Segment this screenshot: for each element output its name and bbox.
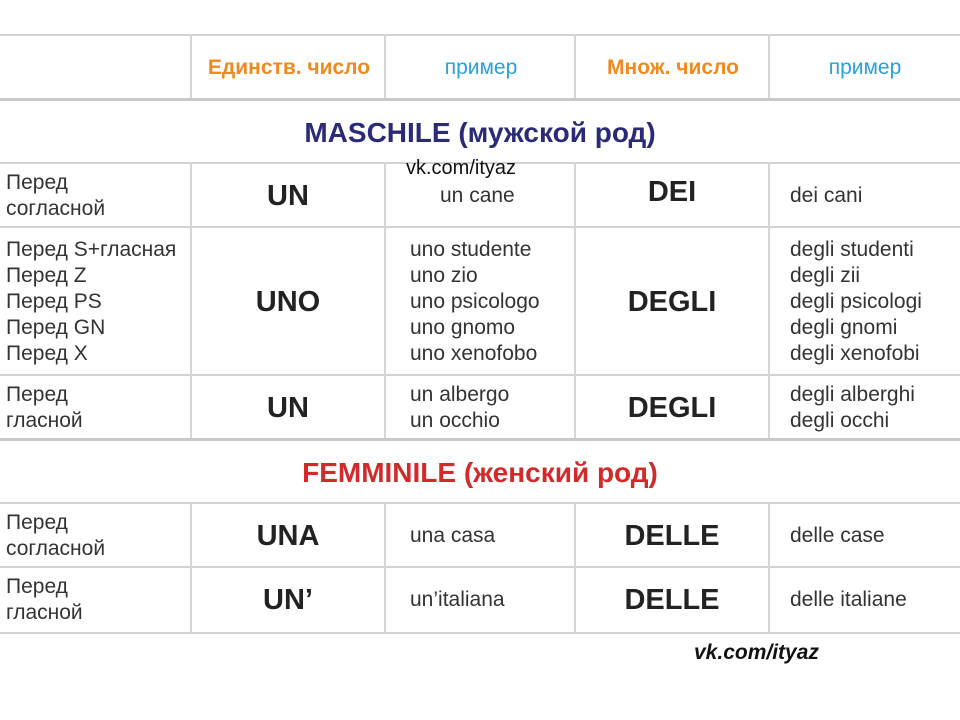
header-singular: Единств. число bbox=[207, 56, 371, 79]
article-singular: UN’ bbox=[263, 583, 313, 616]
example-singular: uno studente bbox=[410, 238, 532, 261]
section-title-masculine: MASCHILE (мужской род) bbox=[304, 117, 656, 148]
condition-line: Перед X bbox=[6, 342, 88, 365]
condition-line: согласной bbox=[6, 197, 106, 220]
section-masculine bbox=[0, 98, 960, 165]
example-plural: degli psicologi bbox=[790, 290, 922, 313]
condition-line: Перед Z bbox=[6, 264, 87, 287]
section-feminine bbox=[0, 438, 960, 505]
condition-line: Перед bbox=[6, 575, 68, 598]
condition-line: Перед bbox=[6, 511, 68, 534]
example-plural: degli studenti bbox=[790, 238, 914, 261]
condition-line: Перед bbox=[6, 383, 68, 406]
example-singular: un’italiana bbox=[410, 588, 505, 611]
example-plural: degli occhi bbox=[790, 409, 890, 432]
article-plural: DELLE bbox=[624, 519, 720, 552]
table-row bbox=[0, 226, 960, 376]
condition-line: Перед PS bbox=[6, 290, 102, 313]
table-row bbox=[0, 566, 960, 634]
example-plural: degli xenofobi bbox=[790, 342, 920, 365]
example-plural: degli gnomi bbox=[790, 316, 898, 339]
condition-line: гласной bbox=[6, 409, 83, 432]
table-row bbox=[0, 502, 960, 568]
example-plural: delle italiane bbox=[790, 588, 907, 611]
watermark-bottom: vk.com/ityaz bbox=[694, 641, 819, 664]
example-plural: degli zii bbox=[790, 264, 861, 287]
example-plural: degli alberghi bbox=[790, 383, 915, 406]
example-singular: un albergo bbox=[410, 383, 510, 406]
header-example-singular: пример bbox=[444, 56, 518, 79]
table-row bbox=[0, 374, 960, 440]
article-singular: UNO bbox=[255, 285, 321, 318]
article-plural: DEGLI bbox=[627, 285, 717, 318]
article-singular: UN bbox=[267, 391, 309, 424]
example-singular: uno xenofobo bbox=[410, 342, 538, 365]
article-plural: DEI bbox=[647, 176, 697, 208]
example-singular: uno psicologo bbox=[410, 290, 540, 313]
condition-line: Перед bbox=[6, 171, 68, 194]
condition-line: Перед S+гласная bbox=[6, 238, 177, 261]
header-plural: Множ. число bbox=[607, 56, 739, 79]
header-row bbox=[0, 34, 960, 100]
condition-line: согласной bbox=[6, 537, 106, 560]
example-singular: uno zio bbox=[410, 264, 478, 287]
header-example-plural: пример bbox=[828, 56, 902, 79]
condition-line: Перед GN bbox=[6, 316, 106, 339]
article-singular: UNA bbox=[256, 519, 320, 552]
condition-line: гласной bbox=[6, 601, 83, 624]
watermark-top: vk.com/ityaz bbox=[406, 157, 517, 179]
article-plural: DELLE bbox=[624, 583, 720, 616]
example-singular: un occhio bbox=[410, 409, 500, 432]
example-singular: una casa bbox=[410, 524, 496, 547]
article-singular: UN bbox=[267, 179, 309, 212]
example-singular: uno gnomo bbox=[410, 316, 516, 339]
example-singular: un cane bbox=[440, 184, 515, 207]
example-plural: dei cani bbox=[790, 184, 863, 207]
example-plural: delle case bbox=[790, 524, 885, 547]
section-title-feminine: FEMMINILE (женский род) bbox=[302, 457, 658, 488]
article-plural: DEGLI bbox=[627, 391, 717, 424]
